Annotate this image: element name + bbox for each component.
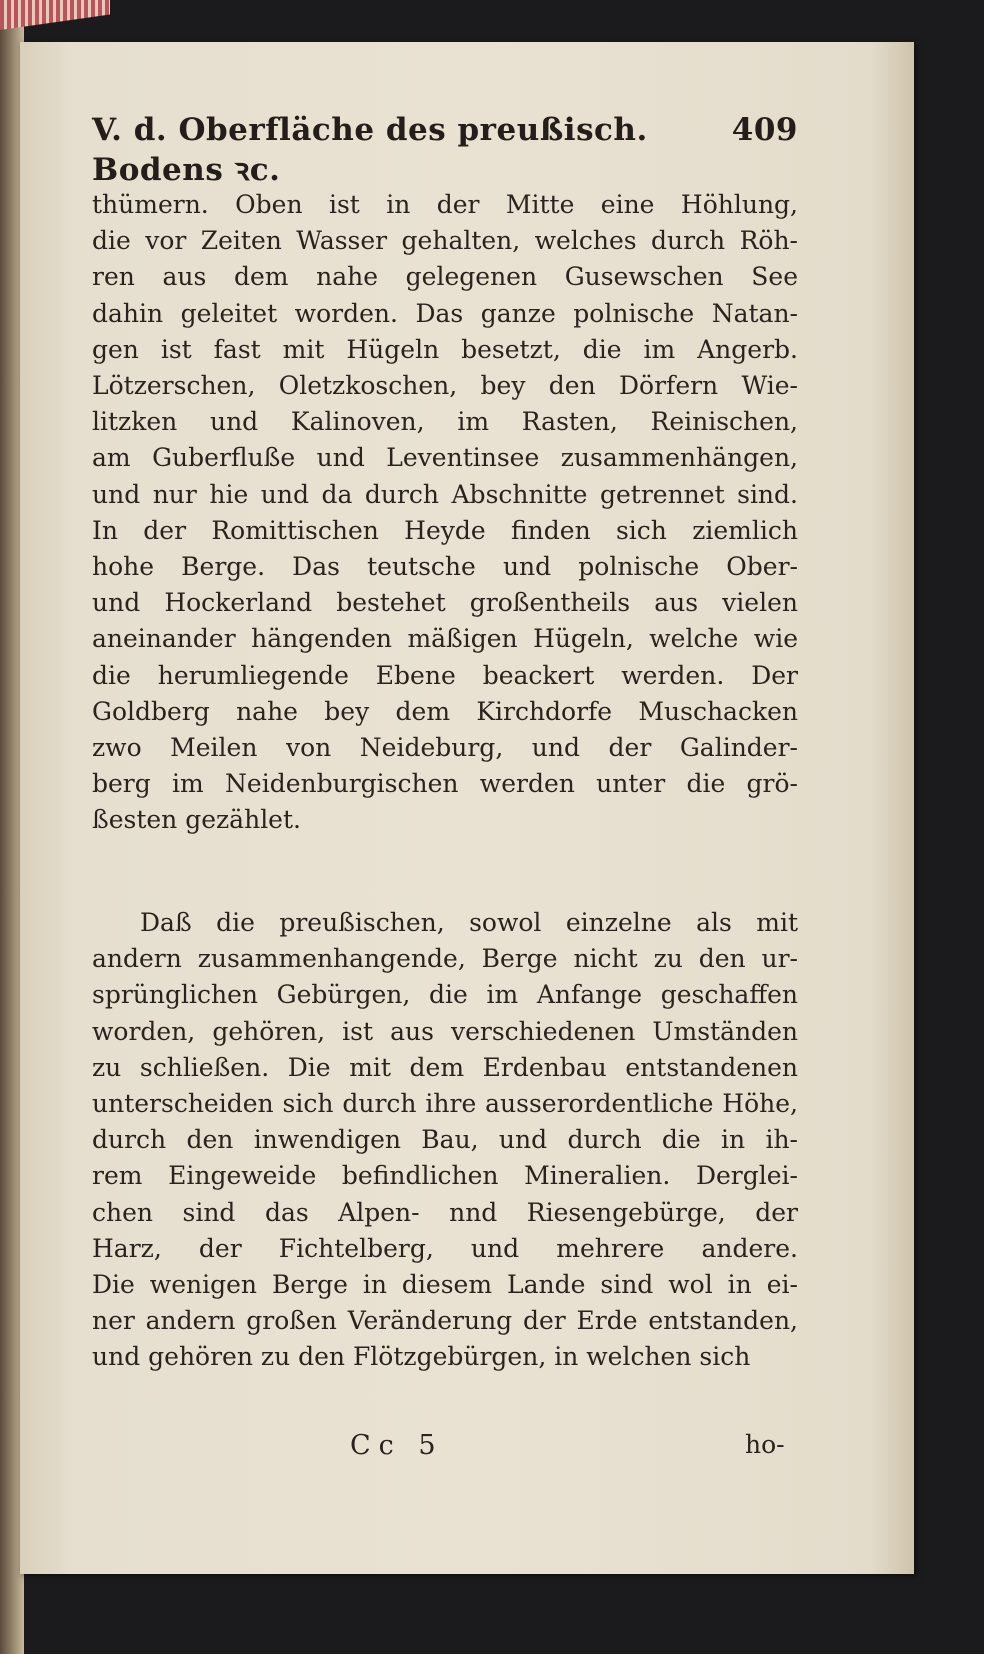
text-line-content: hohe Berge. Das teutsche und polnische Ober-	[92, 552, 798, 581]
text-line	[92, 944, 798, 974]
text-line-content: Goldberg nahe bey dem Kirchdorfe Muschacken	[92, 696, 798, 726]
text-line-content: und Hockerland bestehet großentheils aus vielen	[92, 588, 798, 618]
text-line	[92, 262, 798, 292]
text-line	[140, 908, 798, 938]
signature-mark: Cc 5	[350, 1430, 444, 1461]
text-line	[92, 443, 798, 473]
text-line-content: und gehören zu den Flötzgebürgen, in welchen sich	[92, 1342, 751, 1372]
text-line-content: unterscheiden sich durch ihre ausserordentliche Höhe,	[92, 1089, 798, 1118]
text-line	[92, 697, 798, 727]
text-line-content: zu schließen. Die mit dem Erdenbau entstandenen	[92, 1052, 798, 1082]
text-line-content: ßesten gezählet.	[92, 805, 301, 835]
text-line	[92, 1234, 798, 1264]
text-line	[92, 1270, 798, 1300]
text-line-content: die vor Zeiten Wasser gehalten, welches durch Röh-	[92, 226, 798, 256]
text-line	[92, 407, 798, 437]
text-line-content: aneinander hängenden mäßigen Hügeln, welche wie	[92, 624, 798, 654]
page-number: 409	[731, 112, 798, 148]
text-line-content: durch den inwendigen Bau, und durch die in ih-	[92, 1125, 798, 1155]
text-line-content: Daß die preußischen, sowol einzelne als mit	[140, 908, 798, 937]
book-page	[20, 42, 914, 1574]
text-line	[92, 516, 798, 546]
text-line	[92, 624, 798, 654]
text-line	[92, 1053, 798, 1083]
text-line-content: worden, gehören, ist aus verschiedenen Umständen	[92, 1016, 798, 1046]
text-line	[92, 1125, 798, 1155]
text-line-content: thümern. Oben ist in der Mitte eine Höhlung,	[92, 190, 798, 219]
text-line-content: andern zusammenhangende, Berge nicht zu den ur-	[92, 944, 798, 974]
text-line-content: gen ist fast mit Hügeln besetzt, die im Angerb.	[92, 334, 798, 364]
binding-ribbon	[0, 0, 110, 30]
text-line	[92, 480, 798, 510]
text-line	[92, 733, 798, 763]
text-line-content: ren aus dem nahe gelegenen Gusewschen See	[92, 262, 798, 292]
text-line	[92, 190, 798, 220]
text-line-content: Lötzerschen, Oletzkoschen, bey den Dörfern Wie-	[92, 371, 798, 400]
text-line	[92, 1017, 798, 1047]
text-line-content: berg im Neidenburgischen werden unter die grö-	[92, 769, 798, 799]
text-line-content: die herumliegende Ebene beackert werden. Der	[92, 660, 798, 690]
text-line-content: chen sind das Alpen- nnd Riesengebürge, der	[92, 1197, 798, 1227]
text-line-content: am Guberfluße und Leventinsee zusammenhängen,	[92, 443, 798, 473]
text-line	[92, 1342, 798, 1372]
text-line-content: Harz, der Fichtelberg, und mehrere andere.	[92, 1233, 798, 1263]
text-line-content: ner andern großen Veränderung der Erde entstanden,	[92, 1306, 798, 1336]
text-line-content: zwo Meilen von Neideburg, und der Galinder-	[92, 733, 798, 762]
text-line-content: In der Romittischen Heyde finden sich ziemlich	[92, 515, 798, 545]
text-line-content: litzken und Kalinoven, im Rasten, Reinischen,	[92, 407, 798, 437]
text-line-content: sprünglichen Gebürgen, die im Anfange geschaffen	[92, 980, 798, 1010]
text-line	[92, 661, 798, 691]
text-line	[92, 226, 798, 256]
text-line-content: und nur hie und da durch Abschnitte getrennet sind.	[92, 479, 798, 509]
text-line-content: rem Eingeweide befindlichen Mineralien. Derglei-	[92, 1161, 798, 1191]
text-line	[92, 1306, 798, 1336]
text-line-content: Die wenigen Berge in diesem Lande sind wol in ei-	[92, 1270, 798, 1299]
text-line	[92, 805, 798, 835]
text-line	[92, 299, 798, 329]
text-line	[92, 980, 798, 1010]
running-header	[92, 112, 798, 190]
text-line-content: dahin geleitet worden. Das ganze polnische Natan-	[92, 298, 798, 328]
text-line	[92, 1161, 798, 1191]
catchword: ho-	[745, 1430, 785, 1459]
text-line	[92, 1198, 798, 1228]
text-line	[92, 552, 798, 582]
text-line	[92, 371, 798, 401]
running-title: V. d. Oberfläche des preußisch. Bodens ꝛc.	[92, 112, 648, 188]
text-line	[92, 769, 798, 799]
text-line	[92, 588, 798, 618]
text-line	[92, 335, 798, 365]
text-line	[92, 1089, 798, 1119]
